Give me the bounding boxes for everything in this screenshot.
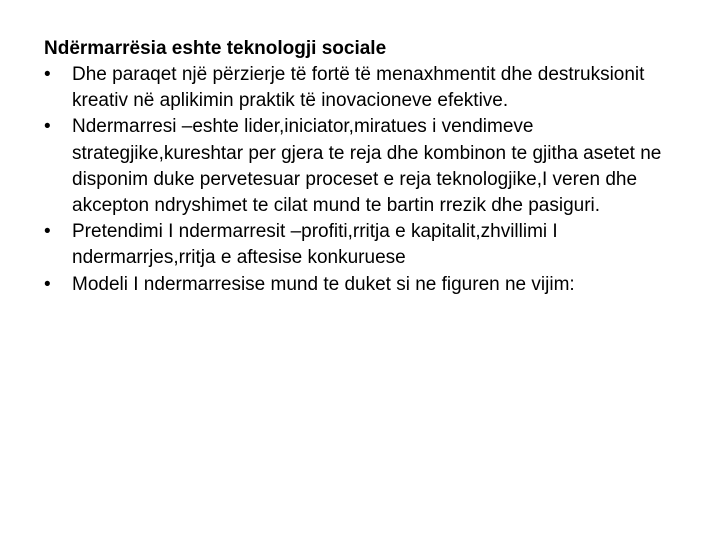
bullet-item [44,114,694,219]
bullet-text: Modeli I ndermarresise mund te duket si ne figuren ne vijim: [72,273,575,295]
slide-title: Ndërmarrësia eshte teknologji sociale [44,38,387,59]
bullet-item [44,219,694,271]
bullet-marker: • [44,64,51,85]
bullet-text: Ndermarresi –eshte lider,iniciator,miratues i vendimeve strategjike,kureshtar per gjera te reja dhe kombinon te gjitha asetet ne disponim duke pervetesuar proceset e reja teknologjike,I veren dhe akcepton ndryshimet te cilat mund te bartin rrezik dhe pasiguri. [72,116,662,217]
bullet-marker: • [44,273,51,295]
bullet-marker: • [44,221,51,243]
bullet-text: Dhe paraqet një përzierje të fortë të menaxhmentit dhe destruksionit kreativ në aplikimin praktik të inovacioneve efektive. [72,64,645,112]
bullet-marker: • [44,116,51,138]
bullet-item [44,62,694,114]
bullet-text: Pretendimi I ndermarresit –profiti,rritja e kapitalit,zhvillimi I ndermarrjes,rritja e aftesise konkuruese [72,221,558,269]
bullet-item [44,272,694,298]
slide-content [44,36,694,298]
bullet-list [44,62,694,298]
